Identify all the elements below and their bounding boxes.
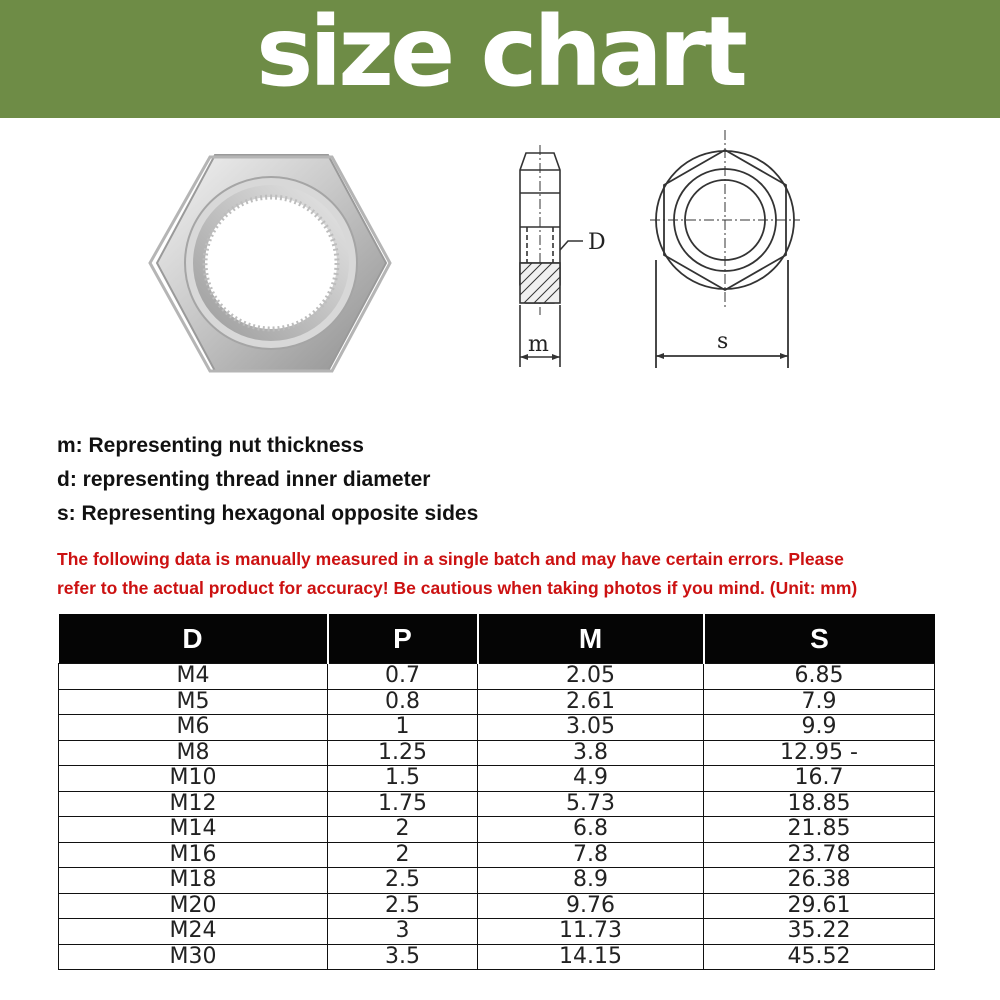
cell-d: M24	[59, 919, 328, 945]
cell-s: 29.61	[704, 893, 935, 919]
cell-p: 1	[328, 715, 478, 741]
cell-d: M5	[59, 689, 328, 715]
nut-side-view-diagram	[498, 145, 638, 375]
cell-s: 16.7	[704, 766, 935, 792]
cell-p: 2.5	[328, 868, 478, 894]
cell-s: 35.22	[704, 919, 935, 945]
cell-d: M20	[59, 893, 328, 919]
cell-m: 4.9	[478, 766, 704, 792]
table-row	[59, 842, 935, 868]
cell-d: M12	[59, 791, 328, 817]
header-banner	[0, 0, 1000, 118]
cell-d: M4	[59, 664, 328, 690]
table-row	[59, 944, 935, 970]
column-header-s: S	[704, 614, 935, 664]
column-header-d: D	[59, 614, 328, 664]
column-header-m: M	[478, 614, 704, 664]
notice-line-1: The following data is manually measured in a single batch and may have certain errors. Please	[57, 549, 844, 569]
cell-m: 3.05	[478, 715, 704, 741]
cell-m: 14.15	[478, 944, 704, 970]
diagram-label-m: m	[528, 332, 549, 357]
table-row	[59, 817, 935, 843]
cell-d: M10	[59, 766, 328, 792]
diagram-label-s: s	[717, 329, 729, 354]
cell-m: 11.73	[478, 919, 704, 945]
table-row	[59, 766, 935, 792]
cell-p: 0.8	[328, 689, 478, 715]
cell-m: 2.61	[478, 689, 704, 715]
cell-m: 2.05	[478, 664, 704, 690]
legend-line-d: d: representing thread inner diameter	[57, 468, 431, 491]
column-header-p: P	[328, 614, 478, 664]
cell-p: 1.5	[328, 766, 478, 792]
cell-p: 2.5	[328, 893, 478, 919]
nut-front-view-diagram	[640, 130, 810, 370]
diagram-label-d: D	[588, 230, 606, 255]
cell-d: M14	[59, 817, 328, 843]
cell-p: 0.7	[328, 664, 478, 690]
cell-m: 9.76	[478, 893, 704, 919]
measurement-notice	[57, 545, 987, 603]
cell-d: M30	[59, 944, 328, 970]
size-table	[58, 614, 935, 970]
cell-p: 3.5	[328, 944, 478, 970]
cell-s: 23.78	[704, 842, 935, 868]
cell-s: 26.38	[704, 868, 935, 894]
cell-d: M8	[59, 740, 328, 766]
cell-m: 7.8	[478, 842, 704, 868]
cell-m: 5.73	[478, 791, 704, 817]
table-row	[59, 664, 935, 690]
table-row	[59, 715, 935, 741]
cell-s: 45.52	[704, 944, 935, 970]
table-row	[59, 893, 935, 919]
table-row	[59, 919, 935, 945]
legend	[57, 432, 478, 534]
cell-s: 9.9	[704, 715, 935, 741]
cell-p: 2	[328, 817, 478, 843]
table-header-row	[59, 614, 935, 664]
cell-m: 8.9	[478, 868, 704, 894]
cell-p: 2	[328, 842, 478, 868]
cell-s: 18.85	[704, 791, 935, 817]
table-row	[59, 868, 935, 894]
hex-nut-photo	[140, 145, 400, 385]
cell-m: 6.8	[478, 817, 704, 843]
cell-d: M16	[59, 842, 328, 868]
cell-p: 3	[328, 919, 478, 945]
cell-d: M18	[59, 868, 328, 894]
legend-line-s: s: Representing hexagonal opposite sides	[57, 502, 479, 525]
table-row	[59, 791, 935, 817]
cell-s: 21.85	[704, 817, 935, 843]
cell-s: 7.9	[704, 689, 935, 715]
table-row	[59, 740, 935, 766]
table-row	[59, 689, 935, 715]
cell-p: 1.25	[328, 740, 478, 766]
page-title: size chart	[256, 0, 744, 108]
cell-s: 12.95 -	[704, 740, 935, 766]
legend-line-m: m: Representing nut thickness	[57, 434, 364, 457]
cell-s: 6.85	[704, 664, 935, 690]
cell-m: 3.8	[478, 740, 704, 766]
notice-line-2: refer to the actual product for accuracy! Be cautious when taking photos if you mind. (Unit: mm)	[57, 578, 858, 598]
cell-p: 1.75	[328, 791, 478, 817]
cell-d: M6	[59, 715, 328, 741]
